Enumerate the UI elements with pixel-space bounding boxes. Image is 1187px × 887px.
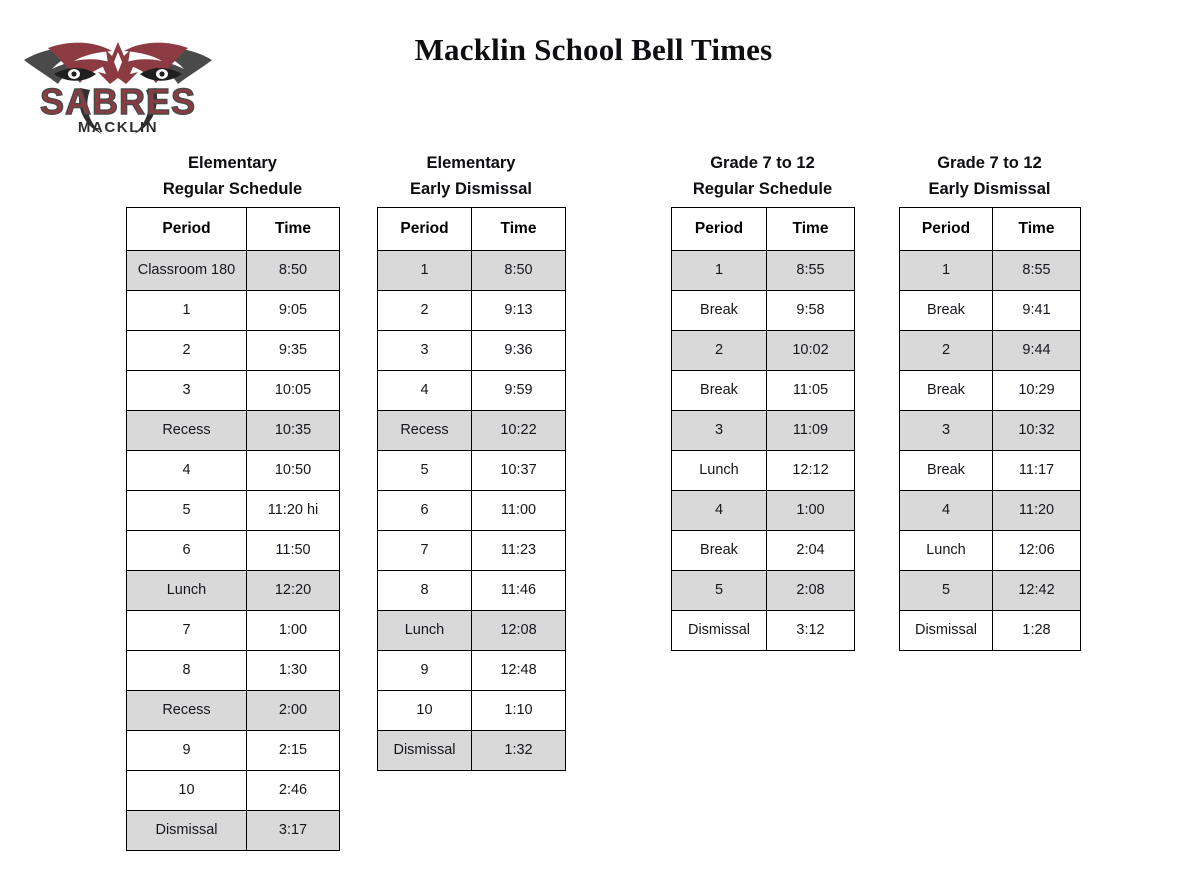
cell-period: 4 (672, 491, 767, 531)
cell-period: Dismissal (127, 811, 247, 851)
table-row (378, 651, 566, 691)
table-row (378, 451, 566, 491)
table-row (672, 611, 855, 651)
table-row (672, 571, 855, 611)
cell-period: 4 (378, 371, 472, 411)
cell-time: 12:12 (767, 451, 855, 491)
cell-time: 11:20 hi (247, 491, 340, 531)
schedule-title-line2: Early Dismissal (410, 180, 532, 198)
cell-time: 12:08 (472, 611, 566, 651)
cell-period: 9 (378, 651, 472, 691)
cell-period: 2 (127, 331, 247, 371)
cell-period: Lunch (672, 451, 767, 491)
cell-time: 8:55 (767, 251, 855, 291)
cell-period: 2 (672, 331, 767, 371)
schedule-title-line1: Elementary (188, 154, 277, 172)
column-header-period: Period (378, 208, 472, 251)
cell-time: 1:10 (472, 691, 566, 731)
cell-period: 7 (127, 611, 247, 651)
schedule-title-line2: Regular Schedule (692, 180, 833, 198)
table-row (900, 571, 1081, 611)
schedule-grade-7-to-12-early-dismissal (899, 150, 1080, 651)
cell-period: 6 (378, 491, 472, 531)
cell-time: 3:12 (767, 611, 855, 651)
cell-period: Lunch (900, 531, 993, 571)
column-header-period: Period (127, 208, 247, 251)
cell-time: 1:30 (247, 651, 340, 691)
table-row (378, 251, 566, 291)
cell-period: Recess (378, 411, 472, 451)
cell-period: 3 (127, 371, 247, 411)
cell-period: 1 (378, 251, 472, 291)
cell-period: 2 (378, 291, 472, 331)
cell-period: 5 (127, 491, 247, 531)
table-row (127, 371, 340, 411)
cell-time: 9:36 (472, 331, 566, 371)
cell-time: 12:06 (993, 531, 1081, 571)
cell-time: 2:15 (247, 731, 340, 771)
cell-time: 10:22 (472, 411, 566, 451)
table-header-row (672, 208, 855, 251)
table-body (378, 251, 566, 771)
table-row (900, 291, 1081, 331)
cell-time: 9:35 (247, 331, 340, 371)
cell-period: Dismissal (378, 731, 472, 771)
cell-period: 10 (127, 771, 247, 811)
schedule-title-line1: Grade 7 to 12 (710, 154, 815, 172)
table-row (672, 531, 855, 571)
bell-times-table (899, 207, 1081, 651)
cell-time: 2:00 (247, 691, 340, 731)
column-header-time: Time (247, 208, 340, 251)
cell-period: Classroom 180 (127, 251, 247, 291)
table-row (127, 531, 340, 571)
schedule-elementary-early-dismissal (377, 150, 565, 771)
table-row (378, 731, 566, 771)
schedule-title-line2: Regular Schedule (162, 180, 303, 198)
cell-time: 9:05 (247, 291, 340, 331)
bell-times-table (671, 207, 855, 651)
bell-times-table (377, 207, 566, 771)
cell-period: Break (672, 291, 767, 331)
cell-time: 12:48 (472, 651, 566, 691)
cell-time: 9:44 (993, 331, 1081, 371)
cell-period: 5 (378, 451, 472, 491)
bell-times-table (126, 207, 340, 851)
cell-time: 10:29 (993, 371, 1081, 411)
table-row (378, 331, 566, 371)
cell-period: 1 (127, 291, 247, 331)
cell-time: 9:13 (472, 291, 566, 331)
cell-time: 1:32 (472, 731, 566, 771)
cell-period: 8 (378, 571, 472, 611)
schedule-title (377, 150, 565, 202)
table-row (378, 611, 566, 651)
cell-period: Lunch (127, 571, 247, 611)
cell-period: 9 (127, 731, 247, 771)
cell-period: 4 (127, 451, 247, 491)
table-row (378, 691, 566, 731)
cell-time: 8:50 (472, 251, 566, 291)
cell-time: 11:20 (993, 491, 1081, 531)
cell-period: 5 (672, 571, 767, 611)
cell-time: 12:20 (247, 571, 340, 611)
cell-period: Recess (127, 691, 247, 731)
column-header-period: Period (672, 208, 767, 251)
cell-time: 10:32 (993, 411, 1081, 451)
cell-time: 12:42 (993, 571, 1081, 611)
table-row (672, 291, 855, 331)
cell-time: 11:50 (247, 531, 340, 571)
cell-time: 9:59 (472, 371, 566, 411)
table-row (127, 451, 340, 491)
cell-period: Break (672, 531, 767, 571)
cell-time: 11:23 (472, 531, 566, 571)
table-row (127, 691, 340, 731)
schedule-title-line1: Elementary (426, 154, 516, 172)
cell-period: Recess (127, 411, 247, 451)
table-row (378, 491, 566, 531)
table-row (672, 411, 855, 451)
cell-period: Break (900, 371, 993, 411)
table-row (900, 531, 1081, 571)
table-row (127, 291, 340, 331)
cell-period: Break (900, 291, 993, 331)
table-header-row (378, 208, 566, 251)
table-row (672, 331, 855, 371)
cell-period: 3 (900, 411, 993, 451)
svg-text:MACKLIN: MACKLIN (77, 119, 159, 136)
table-row (900, 371, 1081, 411)
table-row (127, 771, 340, 811)
cell-period: Dismissal (672, 611, 767, 651)
column-header-time: Time (767, 208, 855, 251)
cell-period: Break (672, 371, 767, 411)
cell-period: 8 (127, 651, 247, 691)
cell-time: 2:04 (767, 531, 855, 571)
column-header-time: Time (472, 208, 566, 251)
table-row (672, 371, 855, 411)
table-row (378, 411, 566, 451)
table-row (900, 611, 1081, 651)
table-row (127, 331, 340, 371)
table-header-row (127, 208, 340, 251)
column-header-time: Time (993, 208, 1081, 251)
table-row (900, 491, 1081, 531)
cell-time: 3:17 (247, 811, 340, 851)
cell-period: 6 (127, 531, 247, 571)
cell-time: 11:17 (993, 451, 1081, 491)
cell-time: 2:08 (767, 571, 855, 611)
schedule-title (671, 150, 854, 202)
cell-period: 10 (378, 691, 472, 731)
cell-time: 10:05 (247, 371, 340, 411)
table-row (900, 251, 1081, 291)
cell-period: 3 (672, 411, 767, 451)
cell-period: 1 (672, 251, 767, 291)
cell-time: 11:05 (767, 371, 855, 411)
svg-text:SABRES: SABRES (39, 81, 197, 122)
table-row (378, 291, 566, 331)
table-row (672, 251, 855, 291)
table-row (900, 411, 1081, 451)
cell-period: 1 (900, 251, 993, 291)
table-row (127, 611, 340, 651)
table-row (127, 491, 340, 531)
cell-time: 8:55 (993, 251, 1081, 291)
schedule-title-line1: Grade 7 to 12 (937, 154, 1042, 172)
cell-time: 10:02 (767, 331, 855, 371)
schedule-grade-7-to-12-regular (671, 150, 854, 651)
cell-period: 3 (378, 331, 472, 371)
cell-time: 1:00 (247, 611, 340, 651)
cell-period: Lunch (378, 611, 472, 651)
table-row (900, 451, 1081, 491)
cell-period: Break (900, 451, 993, 491)
column-header-period: Period (900, 208, 993, 251)
table-row (127, 651, 340, 691)
table-row (672, 491, 855, 531)
cell-time: 9:41 (993, 291, 1081, 331)
cell-period: 5 (900, 571, 993, 611)
cell-period: Dismissal (900, 611, 993, 651)
schedule-title (899, 150, 1080, 202)
cell-time: 11:46 (472, 571, 566, 611)
cell-time: 1:28 (993, 611, 1081, 651)
table-row (378, 371, 566, 411)
cell-time: 9:58 (767, 291, 855, 331)
cell-time: 10:35 (247, 411, 340, 451)
table-row (378, 571, 566, 611)
table-row (672, 451, 855, 491)
table-row (127, 251, 340, 291)
table-row (127, 731, 340, 771)
page-title: Macklin School Bell Times (414, 32, 773, 67)
table-body (900, 251, 1081, 651)
table-body (672, 251, 855, 651)
table-header-row (900, 208, 1081, 251)
cell-period: 4 (900, 491, 993, 531)
cell-time: 11:09 (767, 411, 855, 451)
table-row (378, 531, 566, 571)
schedule-tables-container (0, 150, 1187, 870)
table-row (127, 571, 340, 611)
cell-time: 8:50 (247, 251, 340, 291)
table-row (127, 811, 340, 851)
table-row (127, 411, 340, 451)
table-row (900, 331, 1081, 371)
table-body (127, 251, 340, 851)
cell-time: 10:50 (247, 451, 340, 491)
cell-period: 7 (378, 531, 472, 571)
schedule-title-line2: Early Dismissal (928, 180, 1051, 198)
cell-period: 2 (900, 331, 993, 371)
cell-time: 10:37 (472, 451, 566, 491)
schedule-elementary-regular (126, 150, 339, 851)
cell-time: 11:00 (472, 491, 566, 531)
cell-time: 1:00 (767, 491, 855, 531)
schedule-title (126, 150, 339, 202)
cell-time: 2:46 (247, 771, 340, 811)
